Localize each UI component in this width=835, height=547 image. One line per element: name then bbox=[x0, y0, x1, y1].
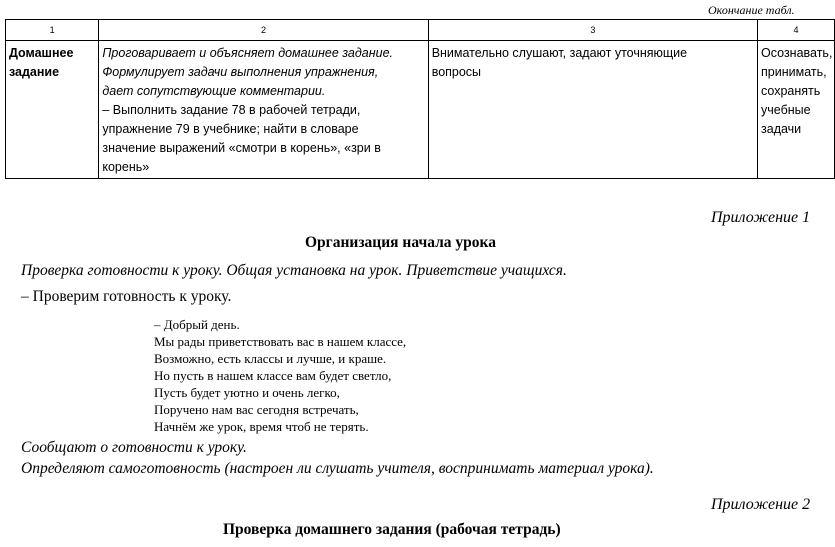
column-number: 1 bbox=[6, 20, 99, 41]
teacher-italic-line: Формулирует задачи выполнения упражнения, bbox=[102, 65, 379, 79]
stage-cell bbox=[6, 41, 99, 179]
lesson-table bbox=[5, 19, 835, 179]
appendix-1-intro: Проверка готовности к уроку. Общая установка на урок. Приветствие учащихся. bbox=[21, 262, 567, 279]
uud-line: Осознавать, bbox=[761, 46, 833, 60]
appendix-2-title: Проверка домашнего задания (рабочая тетрадь) bbox=[223, 521, 561, 538]
teacher-cell bbox=[99, 41, 428, 179]
poem-line: Но пусть в нашем классе вам будет светло, bbox=[154, 368, 392, 383]
stage-line: задание bbox=[9, 65, 60, 79]
uud-line: принимать, bbox=[761, 65, 827, 79]
teacher-italic-line: Проговаривает и объясняет домашнее задание. bbox=[102, 46, 393, 60]
homework-row bbox=[6, 41, 835, 179]
self-readiness: Определяют самоготовность (настроен ли слушать учителя, воспринимать материал урока). bbox=[21, 460, 654, 477]
teacher-task-line: упражнение 79 в учебнике; найти в словаре bbox=[102, 122, 359, 136]
readiness-check: – Проверим готовность к уроку. bbox=[21, 288, 232, 305]
teacher-task-line: – Выполнить задание 78 в рабочей тетради, bbox=[102, 103, 361, 117]
students-line: Внимательно слушают, задают уточняющие bbox=[431, 46, 688, 60]
teacher-italic-line: дает сопутствующие комментарии. bbox=[102, 84, 326, 98]
column-number: 4 bbox=[758, 20, 835, 41]
poem-line: – Добрый день. bbox=[154, 317, 240, 332]
poem-line: Возможно, есть классы и лучше, и краше. bbox=[154, 351, 387, 366]
students-cell bbox=[428, 41, 757, 179]
uud-line: задачи bbox=[761, 122, 802, 136]
poem-line: Пусть будет уютно и очень легко, bbox=[154, 385, 340, 400]
appendix-2-label: Приложение 2 bbox=[711, 496, 811, 513]
appendix-1-label: Приложение 1 bbox=[711, 209, 811, 226]
uud-line: учебные bbox=[761, 103, 811, 117]
poem-line: Поручено нам вас сегодня встречать, bbox=[154, 402, 359, 417]
column-number: 2 bbox=[99, 20, 428, 41]
teacher-task-line: корень» bbox=[102, 160, 150, 174]
stage-line: Домашнее bbox=[9, 46, 74, 60]
poem-line: Мы рады приветствовать вас в нашем классе, bbox=[154, 334, 407, 349]
appendix-1-title: Организация начала урока bbox=[305, 234, 497, 251]
teacher-task-line: значение выражений «смотри в корень», «зри в bbox=[102, 141, 381, 155]
students-line: вопросы bbox=[431, 65, 482, 79]
poem-line: Начнём же урок, время чтоб не терять. bbox=[154, 419, 369, 434]
greeting-poem bbox=[154, 316, 406, 435]
uud-line: сохранять bbox=[761, 84, 821, 98]
column-number: 3 bbox=[428, 20, 757, 41]
continuation-label: Окончание табл. bbox=[708, 3, 795, 17]
uud-cell bbox=[758, 41, 835, 179]
students-report: Сообщают о готовности к уроку. bbox=[21, 439, 247, 456]
column-number-row bbox=[6, 20, 835, 41]
